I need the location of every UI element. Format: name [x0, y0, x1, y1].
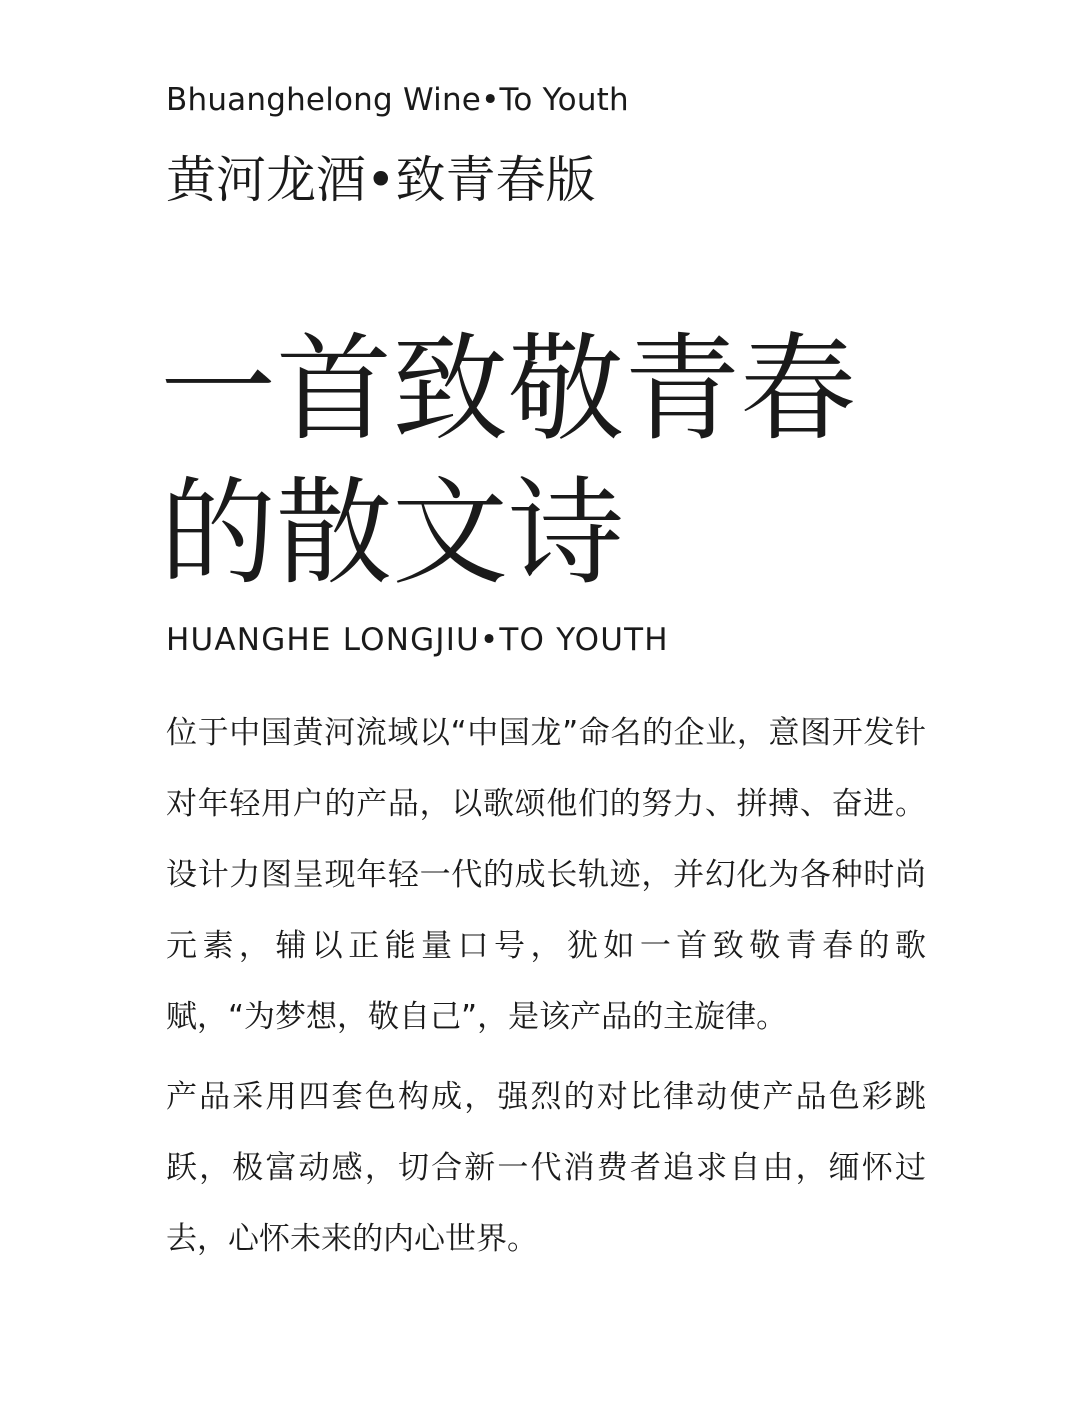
headline-line-2: 的散文诗	[160, 466, 624, 601]
headline	[160, 318, 860, 606]
english-caps-title: HUANGHE LONGJIU•TO YOUTH	[166, 622, 669, 658]
body-text	[166, 698, 926, 1284]
chinese-subtitle: 黄河龙酒•致青春版	[166, 151, 596, 209]
paragraph-1: 位于中国黄河流域以“中国龙”命名的企业，意图开发针对年轻用户的产品，以歌颂他们的努力、拼搏、奋进。设计力图呈现年轻一代的成长轨迹，并幻化为各种时尚元素，辅以正能量口号，犹如一首致敬青春的歌赋，“为梦想，敬自己”，是该产品的主旋律。	[166, 715, 926, 1035]
headline-line-1: 一首致敬青春	[160, 322, 856, 457]
paragraph-2: 产品采用四套色构成，强烈的对比律动使产品色彩跳跃，极富动感，切合新一代消费者追求自由，缅怀过去，心怀未来的内心世界。	[166, 1079, 926, 1257]
english-subtitle: Bhuanghelong Wine•To Youth	[166, 82, 629, 118]
